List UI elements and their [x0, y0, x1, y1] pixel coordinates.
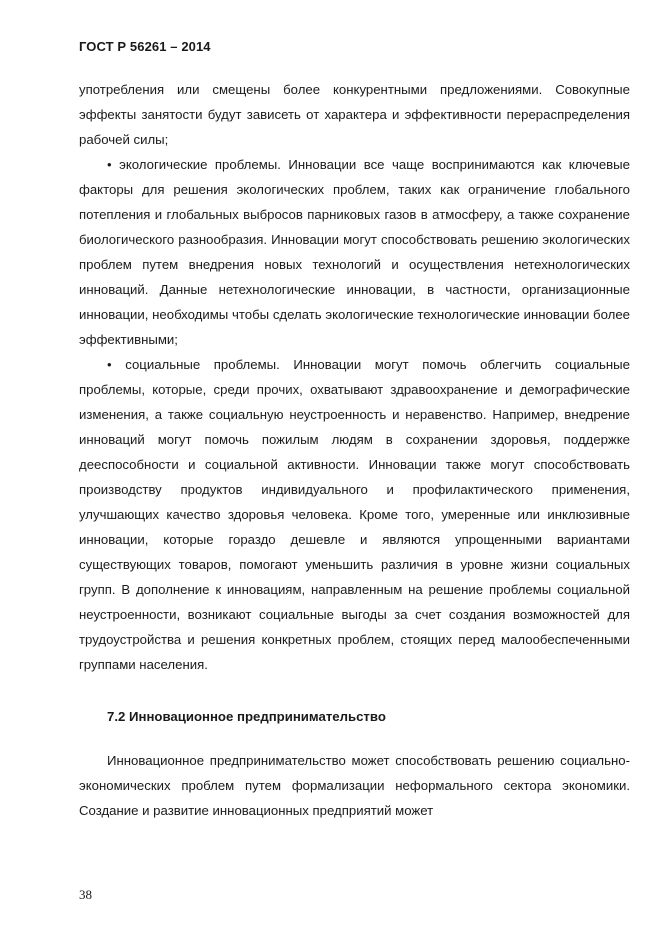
section-heading: 7.2 Инновационное предпринимательство [107, 709, 386, 724]
body-paragraph: употребления или смещены более конкурентными предложениями. Совокупные эффекты занятости будут зависеть от характера и эффективности перераспределения рабочей силы; [79, 82, 630, 147]
body-paragraph: • экологические проблемы. Инновации все чаще воспринимаются как ключевые факторы для решения экологических проблем, таких как ограничение глобального потепления и глобальных выбросов парниковых газов в атмосферу, а также сохранение биологического разнообразия. Инновации могут способствовать решению экологических проблем путем внедрения новых технологий и осуществления нетехнологических инноваций. Данные нетехнологические инновации, в частности, организационные инновации, необходимы чтобы сделать экологические технологические инновации более эффективными; [79, 157, 630, 347]
document-body [79, 77, 630, 823]
document-header: ГОСТ Р 56261 – 2014 [79, 39, 211, 54]
section-paragraph: Инновационное предпринимательство может способствовать решению социально-экономических проблем путем формализации неформального сектора экономики. Создание и развитие инновационных предприятий может [79, 753, 630, 818]
body-paragraph: • социальные проблемы. Инновации могут помочь облегчить социальные проблемы, которые, среди прочих, охватывают здравоохранение и демографические изменения, а также социальную неустроенность и неравенство. Например, внедрение инноваций могут помочь пожилым людям в сохранении здоровья, поддержке дееспособности и социальной активности. Инновации также могут способствовать производству продуктов индивидуального и профилактического применения, улучшающих качество здоровья человека. Кроме того, умеренные или инклюзивные инновации, которые гораздо дешевле и являются упрощенными вариантами существующих товаров, помогают уменьшить различия в уровне жизни социальных групп. В дополнение к инновациям, направленным на решение проблемы социальной неустроенности, возникают социальные выгоды за счет создания возможностей для трудоустройства и решения конкретных проблем, стоящих перед малообеспеченными группами населения. [79, 357, 630, 672]
page-number: 38 [79, 887, 92, 902]
